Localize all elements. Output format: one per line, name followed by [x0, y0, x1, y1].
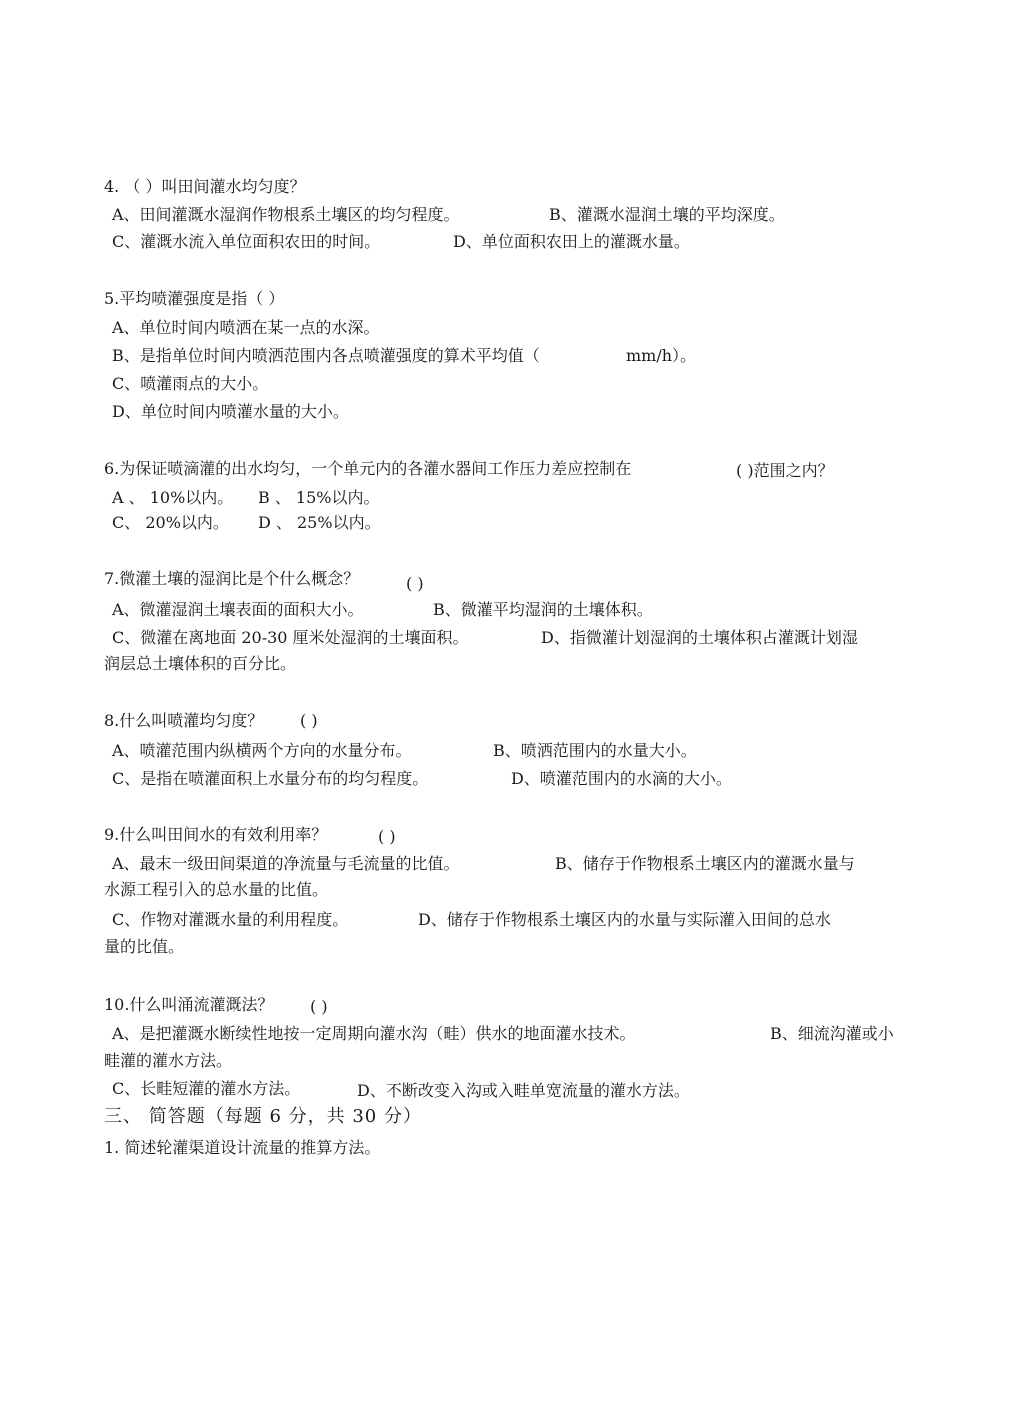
question-5-stem: 5.平均喷灌强度是指（ ） — [104, 289, 285, 308]
question-7-option-b: B、微灌平均湿润的土壤体积。 — [433, 600, 653, 619]
question-5-option-a: A、单位时间内喷洒在某一点的水深。 — [112, 318, 380, 337]
question-5-option-b: B、是指单位时间内喷洒范围内各点喷灌强度的算术平均值（ — [112, 346, 540, 365]
question-7-option-d-cont: 润层总土壤体积的百分比。 — [104, 654, 297, 673]
question-8-option-c: C、是指在喷灌面积上水量分布的均匀程度。 — [112, 769, 429, 788]
question-8-answer-blank: ( ) — [300, 711, 318, 730]
question-9-option-a: A、最末一级田间渠道的净流量与毛流量的比值。 — [112, 854, 460, 873]
question-7-option-c: C、微灌在离地面 20-30 厘米处湿润的土壤面积。 — [112, 628, 469, 647]
question-7-answer-blank: ( ) — [406, 574, 424, 593]
question-6-stem-end: ( )范围之内？ — [736, 461, 834, 480]
question-9-option-b-cont: 水源工程引入的总水量的比值。 — [104, 880, 329, 899]
short-answer-question-1: 1. 简述轮灌渠道设计流量的推算方法。 — [104, 1138, 381, 1157]
question-10-option-d: D、不断改变入沟或入畦单宽流量的灌水方法。 — [357, 1081, 690, 1100]
question-4-option-d: D、单位面积农田上的灌溉水量。 — [453, 232, 690, 251]
question-4-option-b: B、灌溉水湿润土壤的平均深度。 — [549, 205, 785, 224]
question-7-option-d: D、指微灌计划湿润的土壤体积占灌溉计划湿 — [541, 628, 858, 647]
question-8-option-a: A、喷灌范围内纵横两个方向的水量分布。 — [112, 741, 412, 760]
question-6-option-c: C、 20%以内。 — [112, 513, 229, 532]
question-10-answer-blank: ( ) — [310, 997, 328, 1016]
question-9-option-d-cont: 量的比值。 — [104, 937, 185, 956]
question-4-stem: 4. （ ）叫田间灌水均匀度？ — [104, 177, 306, 196]
question-10-option-b-cont: 畦灌的灌水方法。 — [104, 1051, 233, 1070]
question-9-stem: 9.什么叫田间水的有效利用率？ — [104, 825, 328, 844]
question-7-stem: 7.微灌土壤的湿润比是个什么概念？ — [104, 569, 360, 588]
question-10-stem: 10.什么叫涌流灌溉法？ — [104, 995, 274, 1014]
question-6-option-b: B 、 15%以内。 — [258, 488, 380, 507]
question-8-stem: 8.什么叫喷灌均匀度？ — [104, 711, 264, 730]
question-4-option-a: A、田间灌溉水湿润作物根系土壤区的均匀程度。 — [112, 205, 460, 224]
question-5-option-c: C、喷灌雨点的大小。 — [112, 374, 269, 393]
question-10-option-c: C、长畦短灌的灌水方法。 — [112, 1079, 301, 1098]
question-4-option-c: C、灌溉水流入单位面积农田的时间。 — [112, 232, 381, 251]
question-8-option-b: B、喷洒范围内的水量大小。 — [493, 741, 697, 760]
question-6-option-d: D 、 25%以内。 — [258, 513, 381, 532]
question-10-option-a: A、是把灌溉水断续性地按一定周期向灌水沟（畦）供水的地面灌水技术。 — [112, 1024, 636, 1043]
section-heading: 三、 简答题（每题 6 分，共 30 分） — [104, 1106, 422, 1127]
question-6-option-a: A 、 10%以内。 — [112, 488, 234, 507]
question-5-option-b-unit: mm/h）。 — [626, 346, 697, 365]
question-5-option-d: D、单位时间内喷灌水量的大小。 — [112, 402, 349, 421]
question-9-option-c: C、作物对灌溉水量的利用程度。 — [112, 910, 349, 929]
question-10-option-b: B、细流沟灌或小 — [770, 1024, 894, 1043]
question-9-option-b: B、储存于作物根系土壤区内的灌溉水量与 — [555, 854, 855, 873]
question-6-stem: 6.为保证喷滴灌的出水均匀，一个单元内的各灌水器间工作压力差应控制在 — [104, 459, 632, 478]
question-7-option-a: A、微灌湿润土壤表面的面积大小。 — [112, 600, 364, 619]
question-8-option-d: D、喷灌范围内的水滴的大小。 — [511, 769, 732, 788]
question-9-option-d: D、储存于作物根系土壤区内的水量与实际灌入田间的总水 — [418, 910, 831, 929]
question-9-answer-blank: ( ) — [378, 827, 396, 846]
